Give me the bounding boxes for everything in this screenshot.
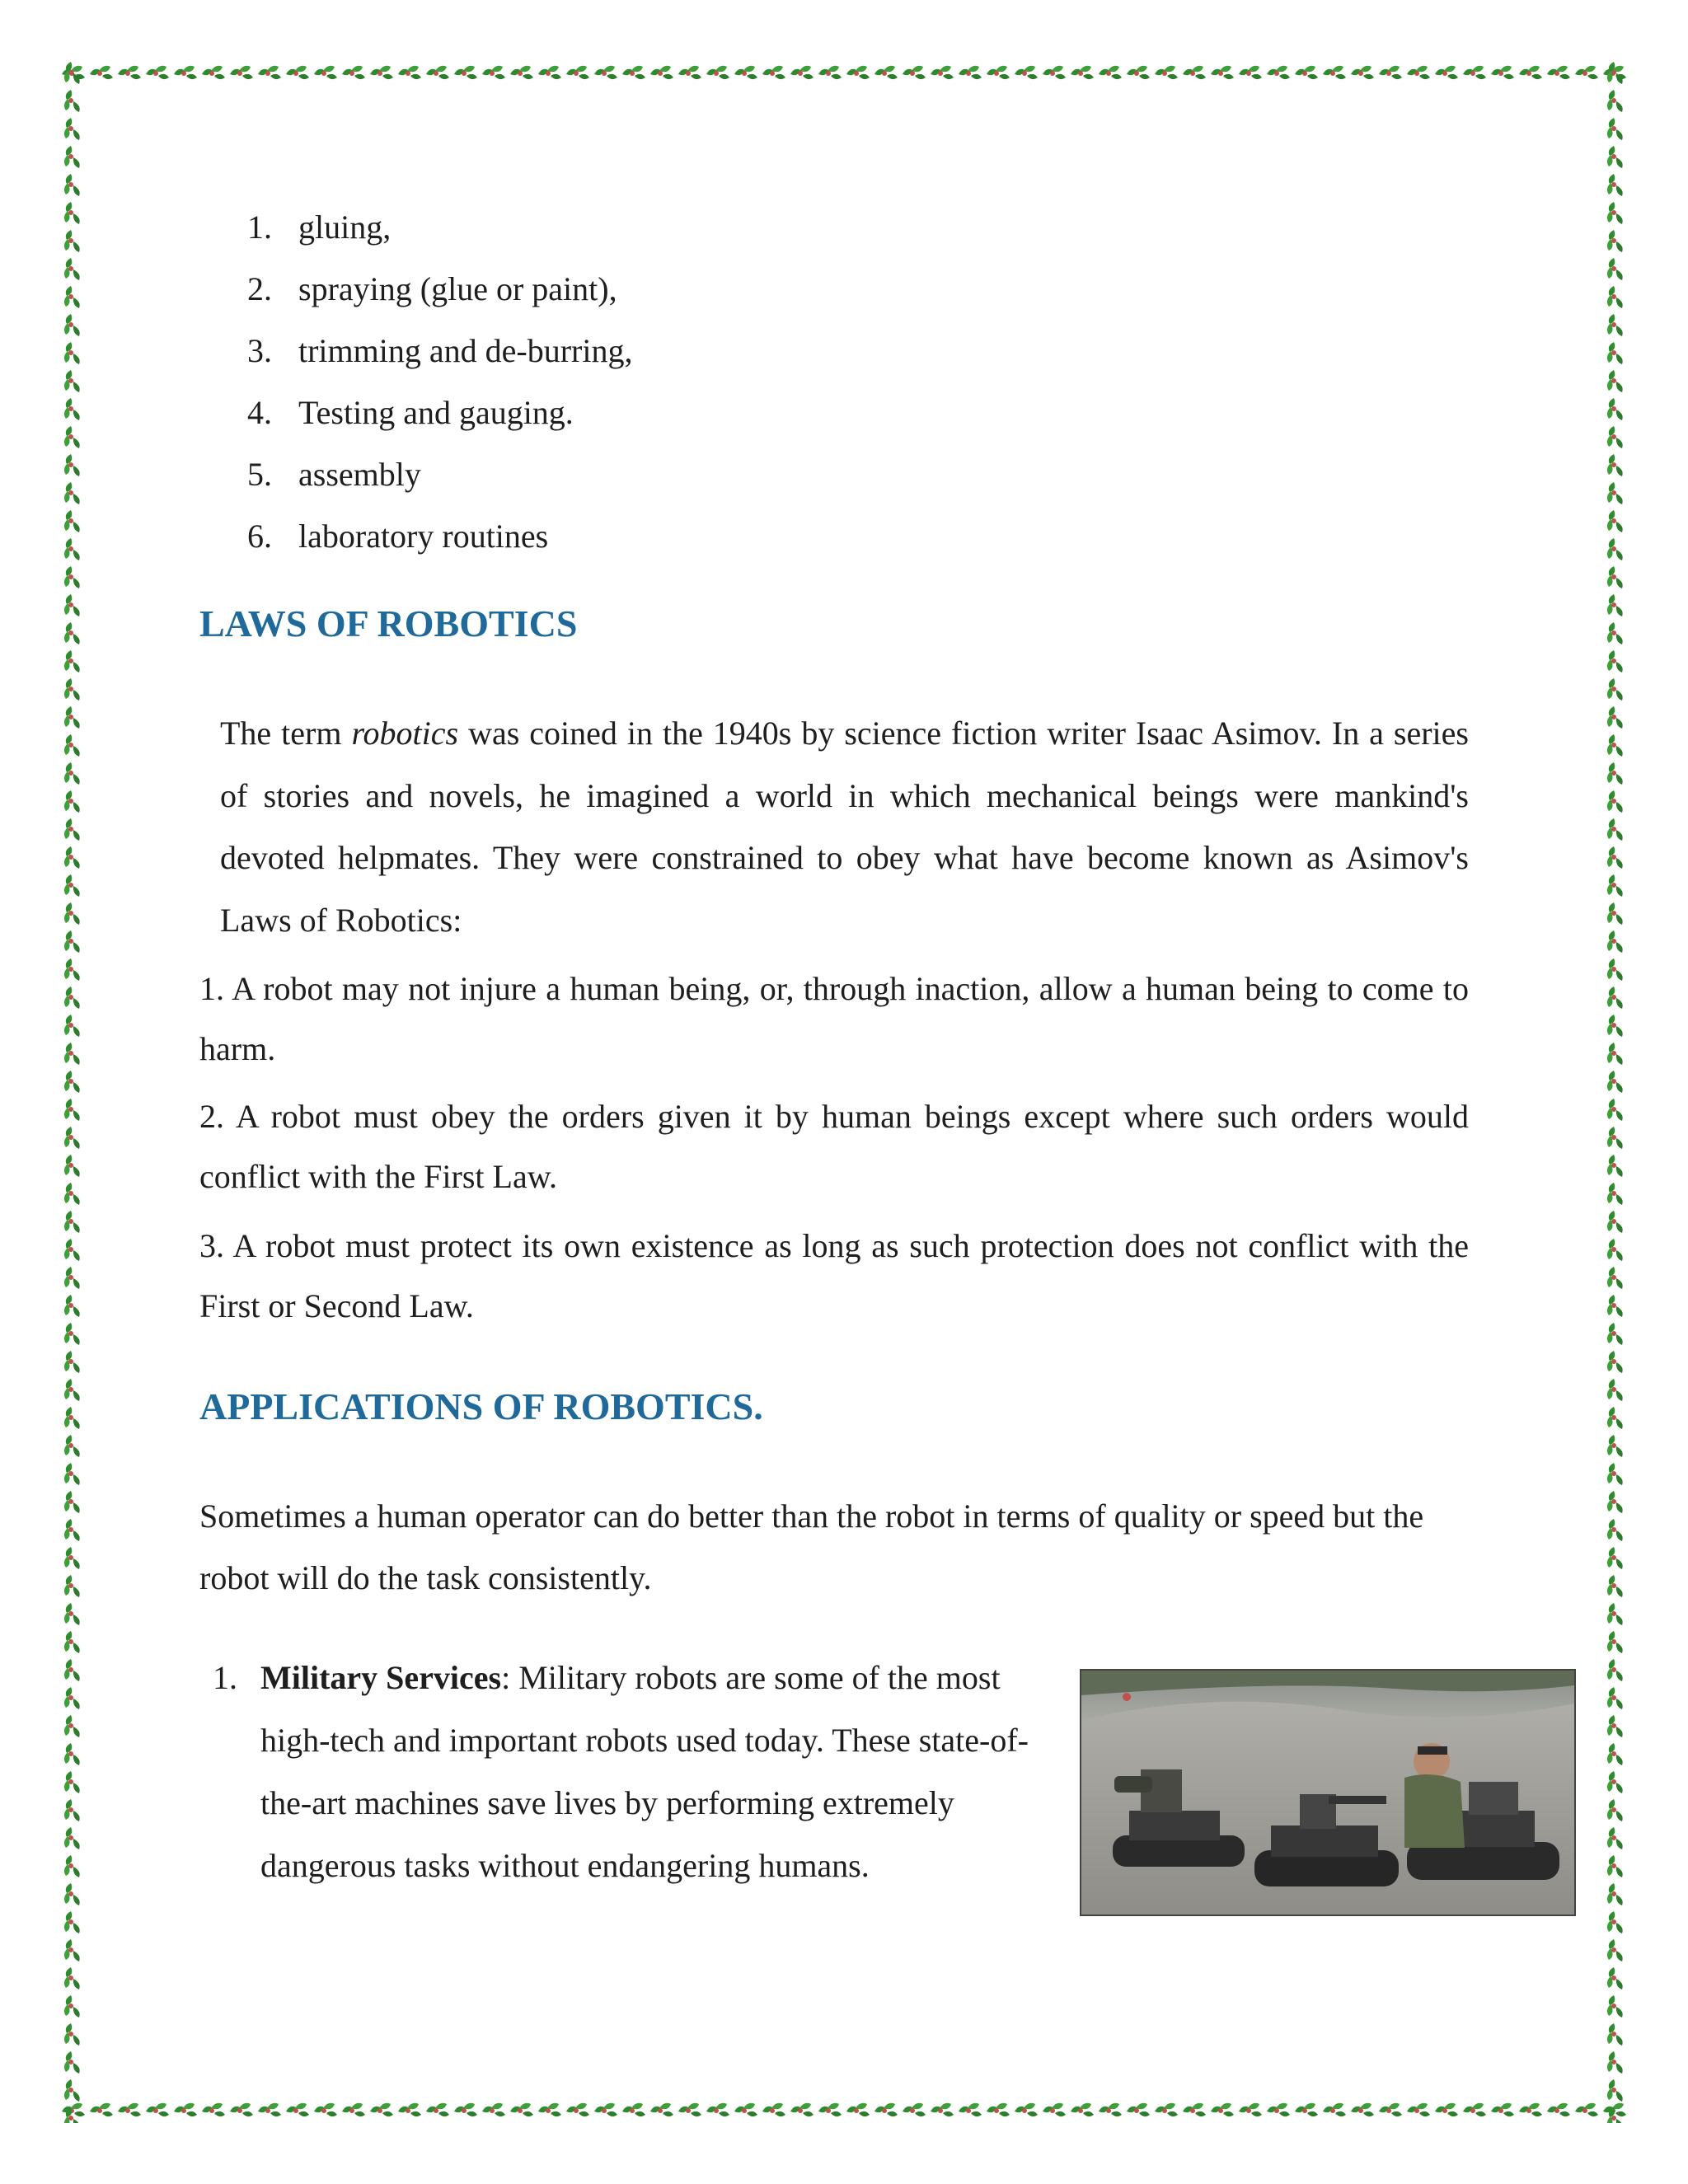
list-text: assembly [298, 456, 421, 493]
intro-text-start: The term [220, 715, 352, 752]
laws-heading: LAWS OF ROBOTICS [199, 602, 578, 644]
military-services-title: Military Services [260, 1659, 502, 1696]
list-item [247, 505, 632, 567]
intro-italic-term: robotics [351, 715, 459, 752]
list-number: 1. [247, 209, 272, 246]
list-number: 4. [247, 394, 272, 431]
law-third: 3. A robot must protect its own existence as long as such protection does not conflict with the First or Second Law. [199, 1227, 1469, 1324]
law-second: 2. A robot must obey the orders given it by human beings except where such orders would conflict with the First Law. [199, 1098, 1469, 1195]
list-text: gluing, [298, 209, 392, 246]
list-text: trimming and de-burring, [298, 332, 633, 369]
list-item [247, 320, 632, 382]
military-item-number: 1. [213, 1659, 237, 1696]
military-services-text: : Military robots are some of the most high-tech and important robots used today. These state-of-the-art machines save lives by performing extremely dangerous tasks without endangering humans. [260, 1659, 1029, 1884]
intro-text-rest: was coined in the 1940s by science fiction writer Isaac Asimov. In a series of stories and novels, he imagined a world in which mechanical beings were mankind's devoted helpmates. They were constrained to obey what have become known as Asimov's Laws of Robotics: [220, 715, 1469, 939]
list-item [247, 443, 632, 505]
applications-heading: APPLICATIONS OF ROBOTICS. [199, 1385, 763, 1427]
applications-intro-paragraph: Sometimes a human operator can do better than the robot in terms of quality or speed but the robot will do the task consistently. [199, 1497, 1424, 1596]
law-first: 1. A robot may not injure a human being, or, through inaction, allow a human being to come to harm. [199, 970, 1469, 1067]
list-text: laboratory routines [298, 518, 549, 555]
list-number: 6. [247, 518, 272, 555]
list-text: Testing and gauging. [298, 394, 574, 431]
military-robots-photo [1080, 1669, 1576, 1916]
list-item [247, 258, 632, 320]
laws-intro-paragraph [220, 702, 1469, 951]
list-number: 2. [247, 270, 272, 307]
list-text: spraying (glue or paint), [298, 270, 617, 307]
list-item [247, 196, 632, 258]
list-item [247, 382, 632, 443]
task-list [247, 196, 632, 567]
military-services-paragraph [260, 1647, 1052, 1897]
list-number: 5. [247, 456, 272, 493]
list-number: 3. [247, 332, 272, 369]
